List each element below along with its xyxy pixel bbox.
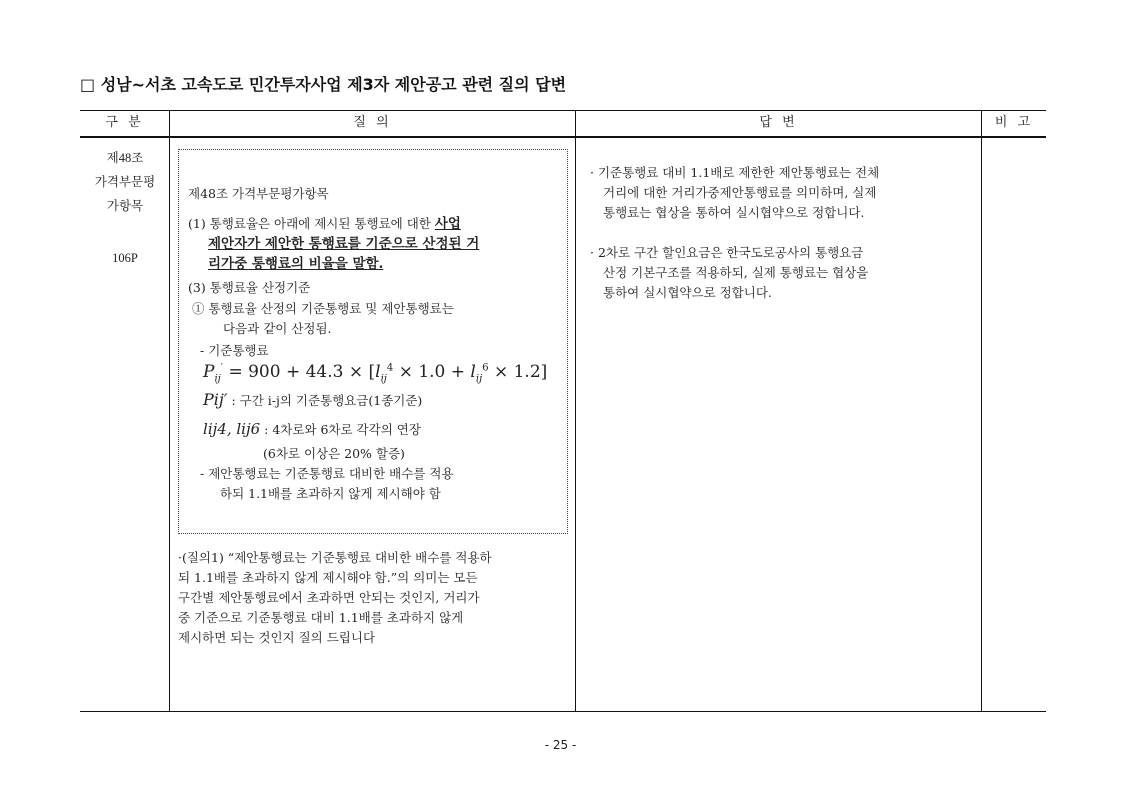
table-top-rule bbox=[80, 110, 1046, 111]
section-page-ref: 106P bbox=[112, 251, 138, 265]
formula-lhs: P bbox=[203, 362, 215, 382]
header-answer: 답 변 bbox=[759, 115, 798, 130]
standard-toll-formula: $P_{ij}' = 900 + 44.3 \times [l_{ij}^4 \times 1.0 + l_{ij}^6 \times 1.2]$ bbox=[203, 362, 548, 385]
quote-standard-toll-label: - 기준통행료 bbox=[200, 343, 269, 358]
answer-text bbox=[590, 163, 976, 323]
quote-proposal-toll-b: 하되 1.1배를 초과하지 않게 제시해야 함 bbox=[220, 486, 441, 501]
formula-rhs: = 900 + 44.3 × bbox=[228, 362, 364, 382]
answer-2-line-2: 산정 기본구조를 적용하되, 실제 통행료는 협상을 bbox=[603, 265, 869, 280]
header-question: 질 의 bbox=[353, 115, 392, 130]
page-title: □ 성남~서초 고속도로 민간투자사업 제3자 제안공고 관련 질의 답변 bbox=[80, 75, 567, 94]
section-title-b: 가항목 bbox=[106, 199, 144, 213]
query-text bbox=[178, 548, 572, 648]
query-line-4: 중 기준으로 기준통행료 대비 1.1배를 초과하지 않게 bbox=[178, 610, 464, 625]
definition-l-text: : 4차로와 6차로 각각의 연장 bbox=[264, 422, 421, 437]
table-bottom-rule bbox=[80, 711, 1046, 712]
quote-item-3-sub-a: ① 통행료율 산정의 기준통행료 및 제안통행료는 bbox=[192, 301, 454, 316]
quote-item-3-heading: (3) 통행료율 산정기준 bbox=[188, 280, 311, 295]
header-category: 구 분 bbox=[105, 115, 144, 130]
answer-2-line-1: · 2차로 구간 할인요금은 한국도로공사의 통행요금 bbox=[590, 245, 864, 260]
quote-heading: 제48조 가격부문평가항목 bbox=[188, 186, 329, 201]
column-divider bbox=[169, 110, 170, 711]
quote-item-3-sub-b: 다음과 같이 산정됨. bbox=[223, 321, 332, 336]
answer-2-line-3: 통하여 실시협약으로 정합니다. bbox=[603, 285, 772, 300]
section-cell bbox=[82, 146, 168, 270]
section-title-a: 가격부문평 bbox=[94, 175, 156, 189]
quote-item-1-emphasis-c: 리가중 통행료의 비율을 말함. bbox=[208, 256, 384, 272]
header-remarks: 비 고 bbox=[994, 115, 1034, 130]
definition-l: lij4, lij6 : 4차로와 6차로 각각의 연장 bbox=[203, 420, 421, 438]
query-line-1: ·(질의1) “제안통행료는 기준통행료 대비한 배수를 적용하 bbox=[178, 550, 492, 565]
section-article: 제48조 bbox=[106, 151, 144, 165]
answer-1 bbox=[590, 163, 976, 223]
query-line-2: 되 1.1배를 초과하지 않게 제시해야 함.”의 의미는 모든 bbox=[178, 570, 478, 585]
quote-item-1-lead: (1) 통행료율은 아래에 제시된 통행료에 대한 bbox=[188, 216, 435, 231]
table-header-rule bbox=[80, 136, 1046, 138]
query-line-5: 제시하면 되는 것인지 질의 드립니다 bbox=[178, 630, 376, 645]
query-line-3: 구간별 제안통행료에서 초과하면 안되는 것인지, 거리가 bbox=[178, 590, 480, 605]
definition-p: Pij′ : 구간 i-j의 기준통행요금(1종기준) bbox=[203, 390, 423, 409]
definition-l-note: (6차로 이상은 20% 할증) bbox=[263, 446, 405, 461]
quote-proposal-toll-a: - 제안통행료는 기준통행료 대비한 배수를 적용 bbox=[200, 466, 454, 481]
quote-item-1-emphasis-a: 사업 bbox=[434, 216, 461, 232]
answer-1-line-1: · 기준통행료 대비 1.1배로 제한한 제안통행료는 전체 bbox=[590, 165, 880, 180]
quote-proposal-toll bbox=[200, 464, 566, 504]
column-divider bbox=[575, 110, 576, 711]
page-number: - 25 - bbox=[544, 738, 577, 752]
answer-2 bbox=[590, 243, 976, 303]
answer-1-line-2: 거리에 대한 거리가중제안통행료를 의미하며, 실제 bbox=[603, 185, 877, 200]
quote-item-1 bbox=[188, 214, 564, 274]
formula-term-1: × 1.0 + bbox=[398, 362, 466, 382]
column-divider bbox=[981, 110, 982, 711]
formula-term-2: × 1.2 bbox=[493, 362, 541, 382]
quote-item-3-sub bbox=[192, 299, 564, 339]
quote-item-1-emphasis-b: 제안자가 제안한 통행료를 기준으로 산정된 거 bbox=[208, 236, 480, 252]
quoted-provision-box bbox=[178, 149, 568, 534]
definition-p-text: : 구간 i-j의 기준통행요금(1종기준) bbox=[231, 393, 423, 408]
answer-1-line-3: 통행료는 협상을 통하여 실시협약으로 정합니다. bbox=[603, 205, 865, 220]
